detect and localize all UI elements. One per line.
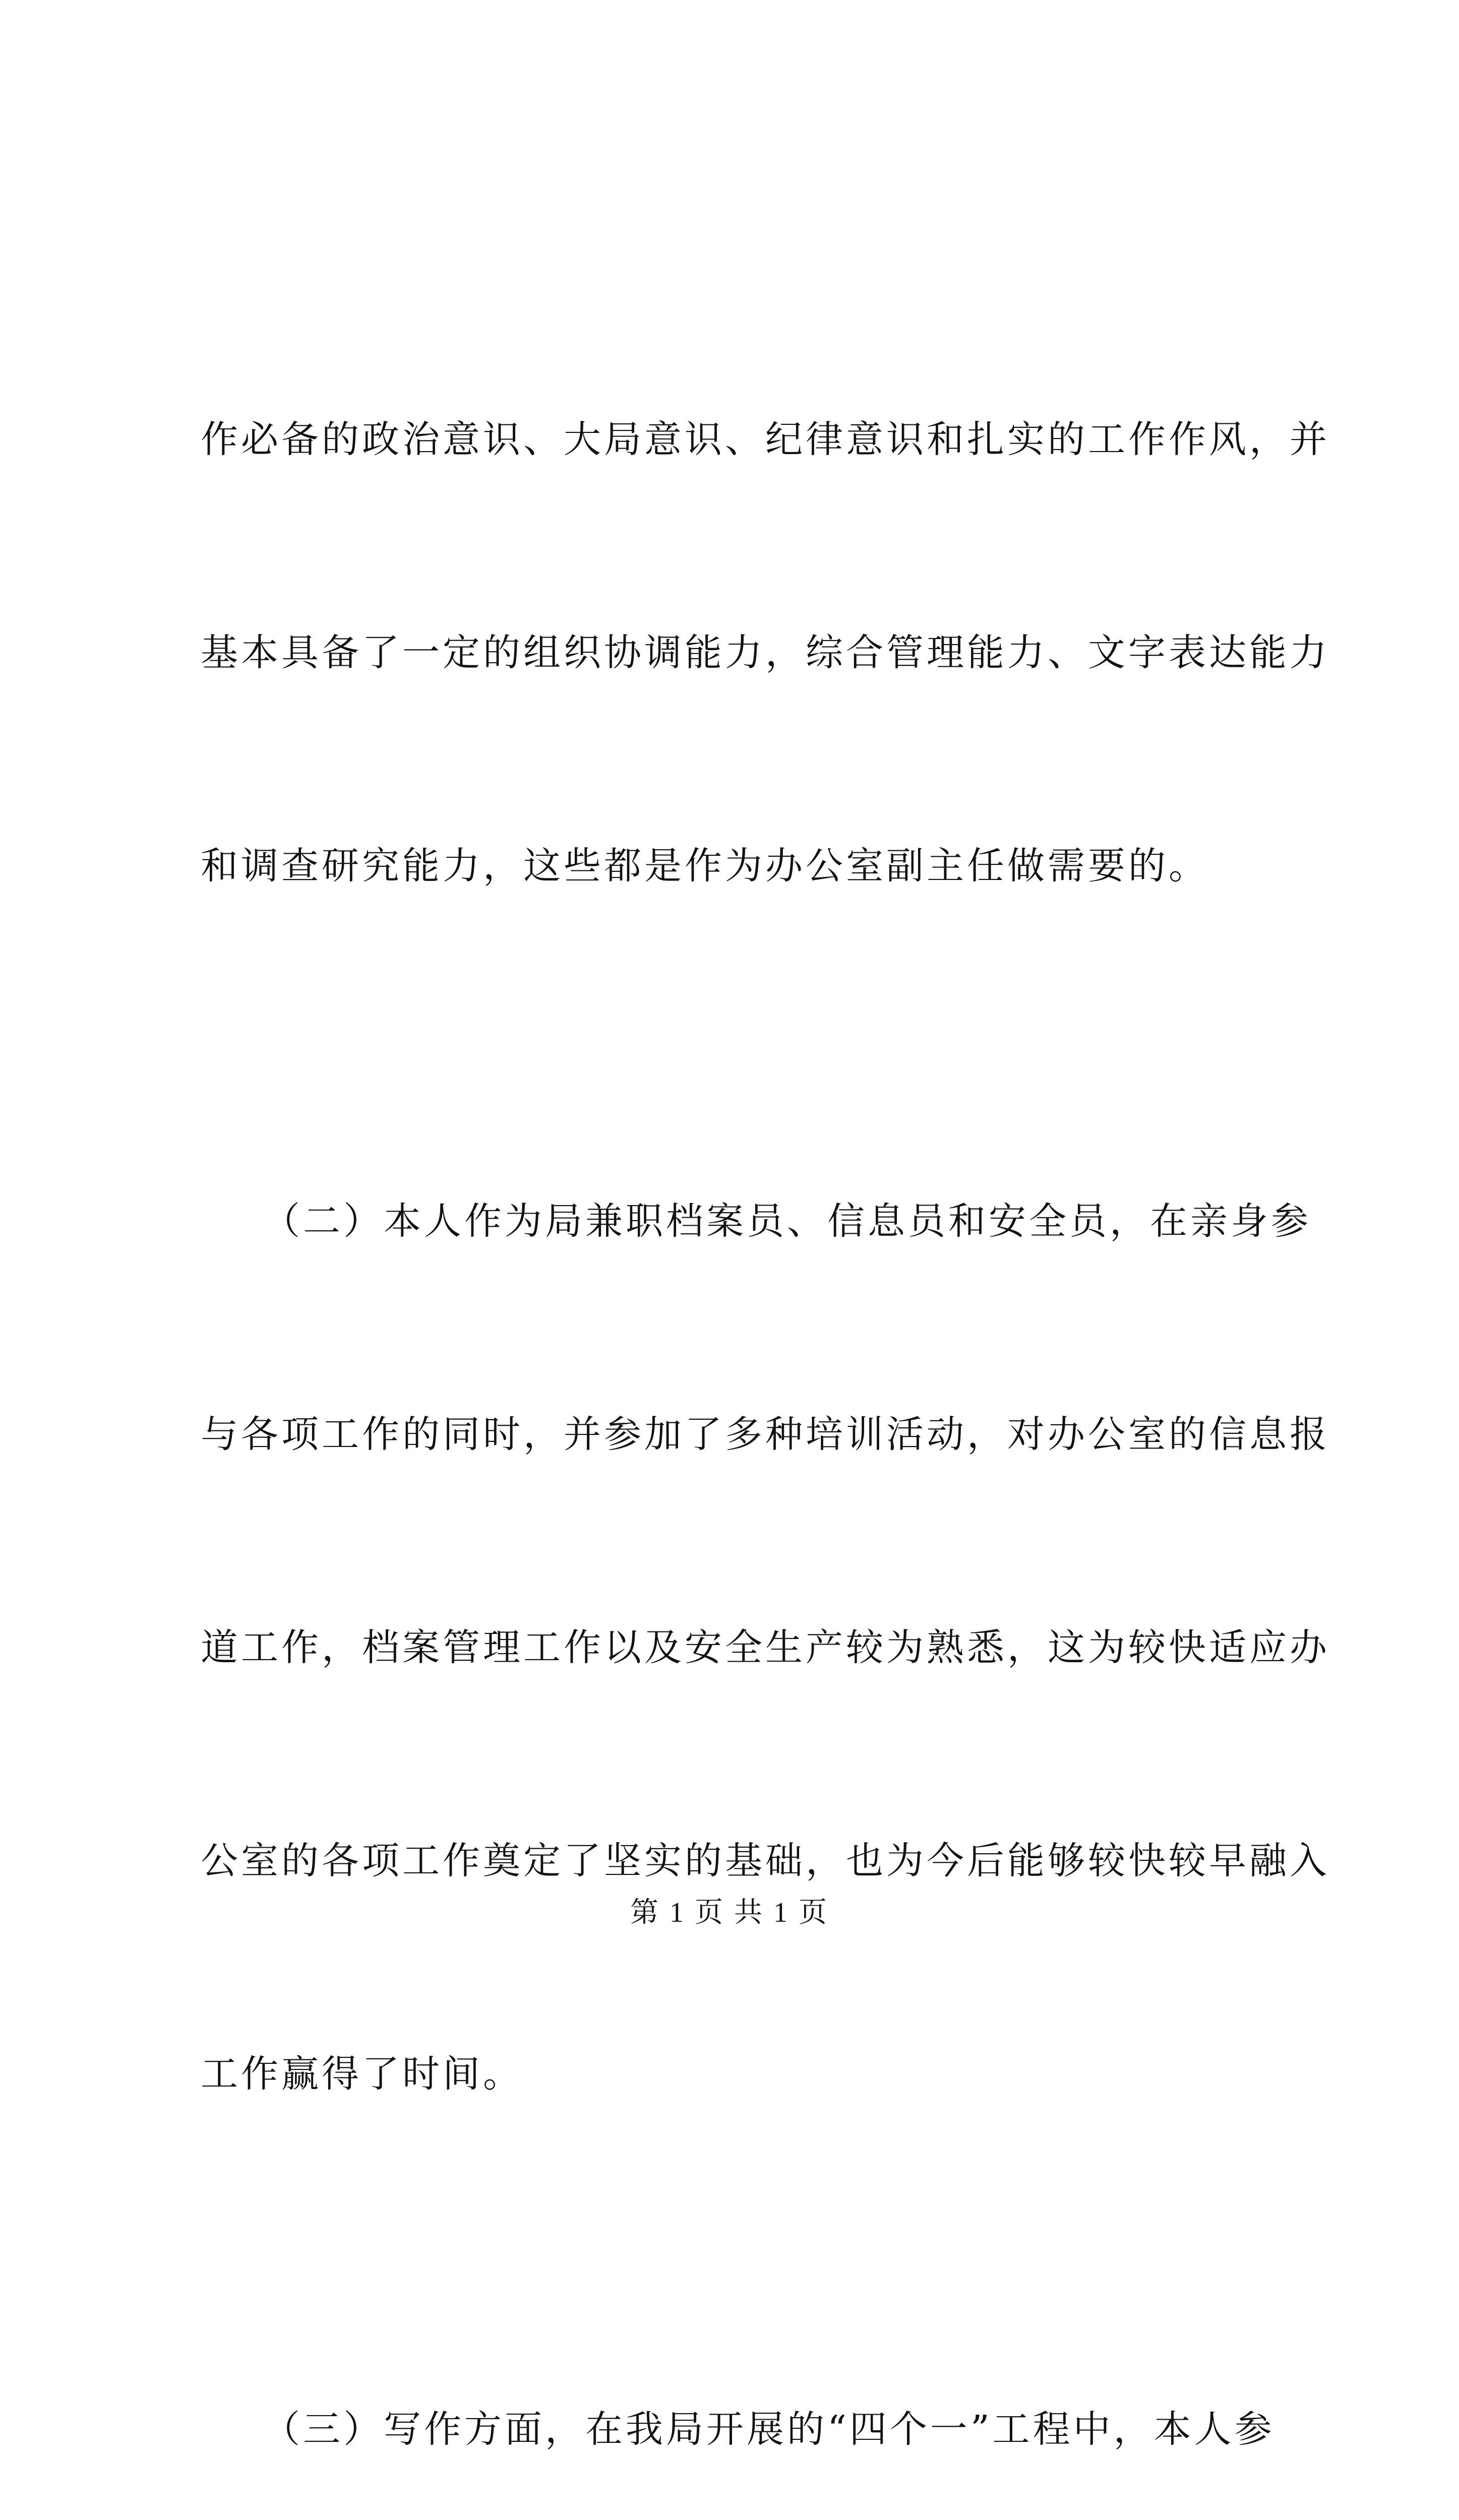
document-body	[201, 262, 1330, 2520]
text-line: 和调查研究能力，这些都是作为办公室副主任做需要的。	[201, 844, 1209, 888]
text-line: 与各项工作的同时，并参加了多种培训活动，对办公室的信息报	[201, 1413, 1330, 1456]
paragraph-1	[201, 262, 1330, 1044]
text-line: （三）写作方面，在我局开展的“四个一”工程中，本人参	[201, 2408, 1275, 2451]
paragraph-3	[201, 2252, 1274, 2520]
text-line: （二）本人作为局兼职档案员、信息员和安全员，在亲身参	[201, 1200, 1311, 1243]
text-line: 作必备的政治意识、大局意识、纪律意识和扎实的工作作风，并	[201, 418, 1330, 461]
text-line: 公室的各项工作奠定了坚实的基础，也为今后能够较快较早融入	[201, 1839, 1330, 1882]
page-footer	[0, 1890, 1459, 1930]
text-line: 工作赢得了时间。	[201, 2052, 523, 2096]
page-number-label: 第 1 页 共 1 页	[630, 1897, 829, 1928]
text-line: 道工作，档案管理工作以及安全生产较为熟悉，这为较快适应办	[201, 1626, 1330, 1669]
paragraph-2	[201, 1044, 1330, 2252]
text-line: 基本具备了一定的组织协调能力，综合管理能力、文字表达能力	[201, 631, 1330, 674]
